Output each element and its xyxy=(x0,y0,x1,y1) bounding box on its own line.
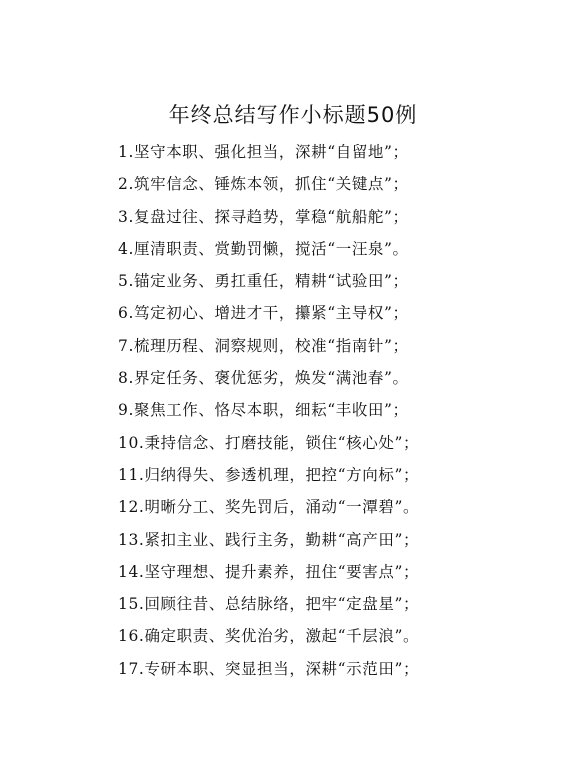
list-item: 13.紧扣主业、践行主务，勤耕“高产田”； xyxy=(118,530,420,549)
list-item: 17.专研本职、突显担当，深耕“示范田”； xyxy=(118,659,420,678)
list-item: 1.坚守本职、强化担当，深耕“自留地”； xyxy=(118,143,409,161)
list-item: 7.梳理历程、洞察规则，校准“指南针”； xyxy=(118,336,409,355)
document-title: 年终总结写作小标题50例 xyxy=(168,103,418,127)
list-item: 10.秉持信念、打磨技能，锁住“核心处”； xyxy=(118,433,420,452)
list-item: 12.明晰分工、奖先罚后，涌动“一潭碧”。 xyxy=(118,498,420,517)
list-item: 9.聚焦工作、恪尽本职，细耘“丰收田”； xyxy=(118,401,409,420)
list-item: 3.复盘过往、探寻趋势，掌稳“航船舵”； xyxy=(118,207,409,226)
list-item: 8.界定任务、褒优惩劣，焕发“满池春”。 xyxy=(118,369,409,388)
list-item: 6.笃定初心、增进才干，攥紧“主导权”； xyxy=(118,304,409,323)
list-item: 2.筑牢信念、锤炼本领，抓住“关键点”； xyxy=(118,175,409,194)
subtitle-list xyxy=(118,140,419,689)
list-item: 15.回顾往昔、总结脉络，把牢“定盘星”； xyxy=(118,595,420,614)
list-item: 14.坚守理想、提升素养，扭住“要害点”； xyxy=(118,562,420,581)
list-item: 4.厘清职责、赏勤罚懒，搅活“一汪泉”。 xyxy=(118,239,409,258)
list-item: 5.锚定业务、勇扛重任，精耕“试验田”； xyxy=(118,272,409,291)
list-item: 16.确定职责、奖优治劣，激起“千层浪”。 xyxy=(118,627,420,646)
list-item: 11.归纳得失、参透机理，把控“方向标”； xyxy=(118,465,420,484)
